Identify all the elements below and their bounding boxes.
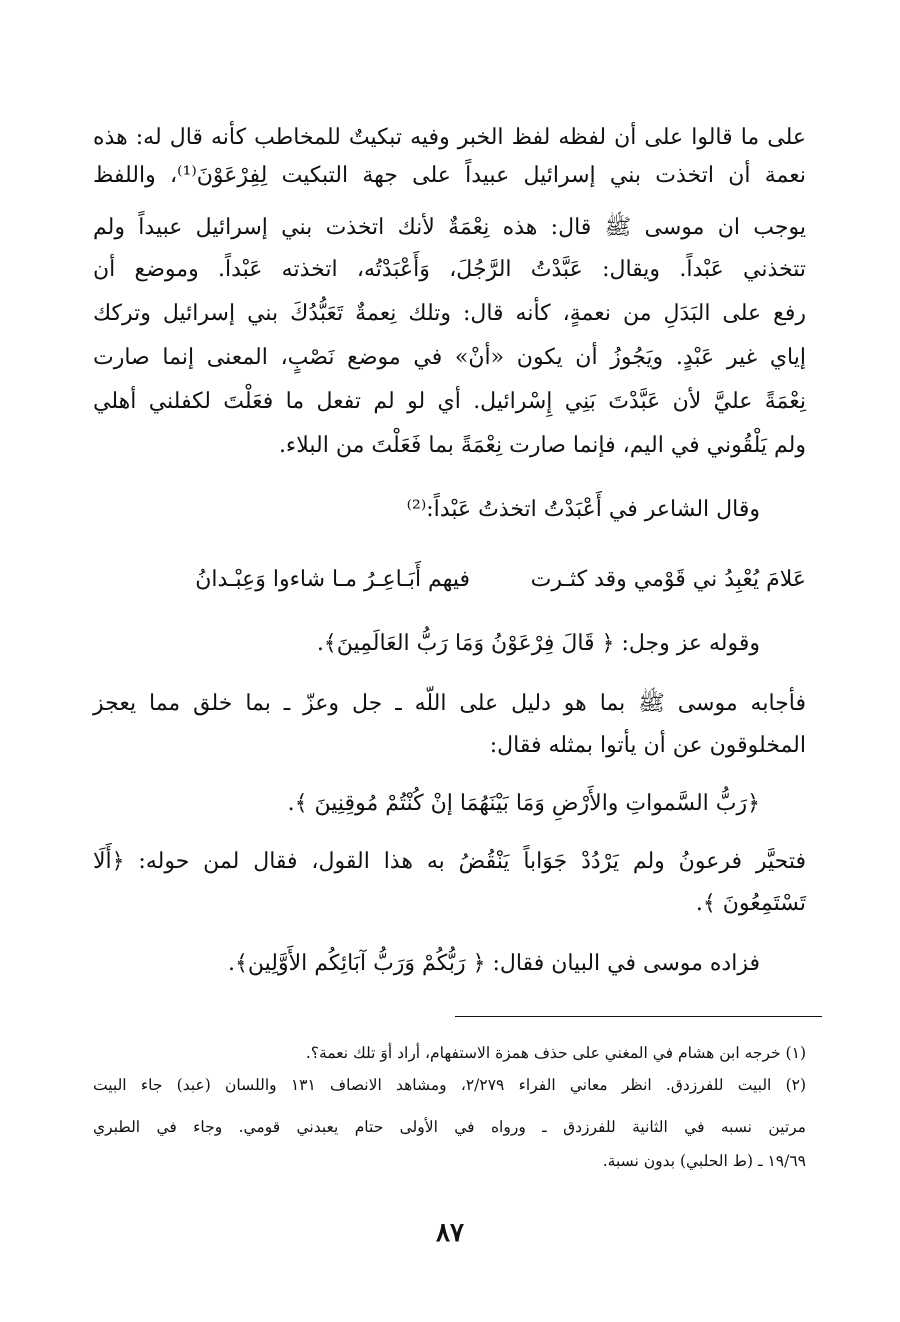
body-line-8: ولم يَلْقُوني في اليم، فإنما صارت نِعْمَةً بما فَعَلْتَ من البلاء. <box>278 433 806 458</box>
para3-line-2: تَسْتَمِعُونَ ﴾. <box>695 891 806 916</box>
page-number: ٨٧ <box>436 1218 464 1248</box>
body-line-4: تتخذني عَبْداً. ويقال: عَبَّدْتُ الرَّجُلَ، وَأَعْبَدْتُه، اتخذته عَبْداً. وموضع أن <box>93 257 806 282</box>
body-line-3: يوجب ان موسى ﷺ قال: هذه نِعْمَةٌ لأنك اتخذت بني إسرائيل عبيداً ولم <box>93 215 806 240</box>
footnote-1: (١) خرجه ابن هشام في المغني على حذف همزة الاستفهام، أراد أوَ تلك نعمة؟. <box>305 1044 806 1062</box>
verse-second-hemistich: فيهم أَبَـاعِـرُ مـا شاءوا وَعِبْـدانُ <box>195 567 470 592</box>
footnote-2-line-1: (٢) البيت للفرزدق. انظر معاني الفراء ٢/٢٧٩، ومشاهد الانصاف ١٣١ واللسان (عبد) جاء البيت <box>93 1076 807 1094</box>
footnote-2-line-3: ١٩/٦٩ ـ (ط الحلبي) بدون نسبة. <box>602 1152 806 1170</box>
footnote-2-line-2: مرتين نسبه في الثانية للفرزدق ـ ورواه في الأولى حتام يعبدني قومي. وجاء في الطبري <box>93 1118 806 1136</box>
quote-line-2: ﴿رَبُّ السَّمواتِ والأَرْضِ وَمَا بَيْنَهُمَا إنْ كُنْتُمْ مُوقِنِينَ ﴾. <box>287 791 760 816</box>
footnote-separator <box>455 1016 822 1017</box>
para3-line-1: فتحيَّر فرعونُ ولم يَرْدُدْ جَوَاباً يَنْقُضُ به هذا القول، فقال لمن حوله: ﴿أَلَا <box>93 849 806 874</box>
quote-line-1: وقوله عز وجل: ﴿ قَالَ فِرْعَوْنُ وَمَا رَبُّ العَالَمِينَ﴾. <box>316 631 760 656</box>
body-line-1: على ما قالوا على أن لفظه لفظ الخبر وفيه تبكيتٌ للمخاطب كأنه قال له: هذه <box>93 125 806 150</box>
body-line-2: نعمة أن اتخذت بني إسرائيل عبيداً على جهة التبكيت لِفِرْعَوْنَ⁽¹⁾، واللفظ <box>93 163 806 188</box>
para2-line-1: فأجابه موسى ﷺ بما هو دليل على اللّه ـ جل وعزّ ـ بما خلق مما يعجز <box>93 691 806 716</box>
body-line-5: رفع على البَدَلِ من نعمةٍ، كأنه قال: وتلك نِعمةٌ تَعَبُّدُكَ بني إسرائيل وتركك <box>93 301 806 326</box>
body-line-7: نِعْمَةً عليَّ لأن عَبَّدْتَ بَنِي إِسْرائيل. أي لو لم تفعل ما فعَلْتَ لكفلني أهلي <box>93 389 806 414</box>
para2-line-2: المخلوقون عن أن يأتوا بمثله فقال: <box>489 733 806 758</box>
verse-first-hemistich: عَلامَ يُعْبِدُ ني قَوْمي وقد كثـرت <box>530 567 806 592</box>
body-line-6: إياي غير عَبْدٍ. ويَجُوزُ أن يكون «أنْ» في موضع نَصْبٍ، المعنى إنما صارت <box>93 345 806 370</box>
poet-intro: وقال الشاعر في أَعْبَدْتُ اتخذتُ عَبْداً:⁽²⁾ <box>406 497 760 522</box>
para4-line: فزاده موسى في البيان فقال: ﴿ رَبُّكُمْ وَرَبُّ آبَائِكُم الأَوَّلِين﴾. <box>228 951 760 976</box>
